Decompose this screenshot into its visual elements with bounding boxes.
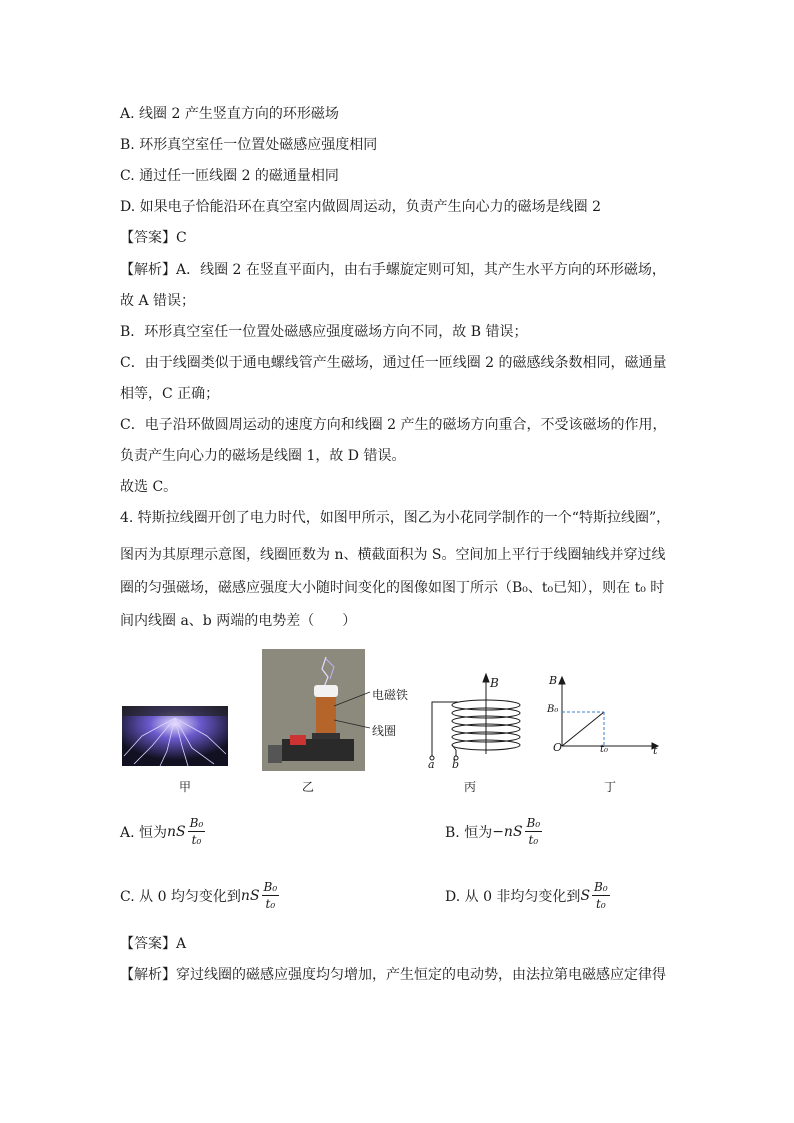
q4-stem-line: 圈的匀强磁场，磁感应强度大小随时间变化的图像如图丁所示（B₀、t₀已知），则在 t₀ 时 xyxy=(120,580,665,596)
q4-option-a xyxy=(120,815,207,848)
q4-answer: 【答案】A xyxy=(120,936,187,952)
graph-t-axis-label: t xyxy=(653,744,658,757)
figure-jia-plasma-photo xyxy=(122,706,228,766)
q3-analysis-line: 故 A 错误； xyxy=(120,293,196,309)
q4-analysis: 【解析】穿过线圈的磁感应强度均匀增加，产生恒定的电动势，由法拉第电磁感应定律得 xyxy=(120,967,666,983)
fraction-b0-over-t0: $\frac{\text{B₀}}{\text{t₀}}$ xyxy=(526,816,541,847)
caption-jia: 甲 xyxy=(178,780,191,794)
label-electromagnet: 电磁铁 xyxy=(372,688,409,702)
q4-stem-line: 间内线圈 a、b 两端的电势差（ ） xyxy=(120,613,357,629)
option-d-expr: S xyxy=(580,887,591,904)
option-a-prefix: A. 恒为 xyxy=(120,824,168,841)
terminal-b-label: b xyxy=(452,758,460,771)
graph-b0-label: B₀ xyxy=(547,704,559,715)
caption-ding: 丁 xyxy=(603,780,616,794)
q3-analysis-line: C．电子沿环做圆周运动的速度方向和线圈 2 产生的磁场方向重合，不受该磁场的作用， xyxy=(120,417,667,433)
q3-option-a: A. 线圈 2 产生竖直方向的环形磁场 xyxy=(120,106,339,122)
caption-bing: 丙 xyxy=(463,780,476,794)
q3-option-c: C. 通过任一匝线圈 2 的磁通量相同 xyxy=(120,168,339,184)
fraction-b0-over-t0: $\frac{\text{B₀}}{\text{t₀}}$ xyxy=(189,816,204,847)
figure-ding-bt-graph xyxy=(552,674,662,754)
q3-analysis-line: B．环形真空室任一位置处磁感应强度磁场方向不同，故 B 错误； xyxy=(120,324,528,340)
q4-option-d xyxy=(445,879,612,912)
graph-b-axis-label: B xyxy=(549,674,558,687)
figure-bing-coil-schematic xyxy=(422,672,530,772)
q4-option-b xyxy=(445,815,544,848)
label-coil: 线圈 xyxy=(372,724,397,738)
option-c-expr: nS xyxy=(240,887,260,904)
q4-stem-line: 4. 特斯拉线圈开创了电力时代，如图甲所示，图乙为小花同学制作的一个“特斯拉线圈”， xyxy=(120,510,671,526)
option-b-prefix: B. 恒为 xyxy=(445,824,493,841)
q3-analysis-line: 【解析】A．线圈 2 在竖直平面内，由右手螺旋定则可知，其产生水平方向的环形磁场， xyxy=(120,262,666,278)
q3-option-b: B. 环形真空室任一位置处磁感应强度相同 xyxy=(120,137,378,153)
callout-lines xyxy=(334,688,374,732)
terminal-a-label: a xyxy=(428,758,435,771)
q3-option-d: D. 如果电子恰能沿环在真空室内做圆周运动，负责产生向心力的磁场是线圈 2 xyxy=(120,199,601,215)
q3-answer: 【答案】C xyxy=(120,230,187,246)
q3-conclusion: 故选 C。 xyxy=(120,479,178,495)
q4-stem-line: 图丙为其原理示意图，线圈匝数为 n、横截面积为 S。空间加上平行于线圈轴线并穿过线 xyxy=(120,547,666,563)
graph-t0-label: t₀ xyxy=(600,744,609,755)
caption-yi: 乙 xyxy=(301,780,314,794)
label-b-field: B xyxy=(490,676,499,690)
fraction-b0-over-t0: $\frac{\text{B₀}}{\text{t₀}}$ xyxy=(594,880,608,911)
option-d-prefix: D. 从 0 非均匀变化到 xyxy=(445,888,581,905)
option-b-expr: −nS xyxy=(492,823,523,840)
fraction-b0-over-t0: $\frac{\text{B₀}}{\text{t₀}}$ xyxy=(263,880,278,911)
q3-analysis-line: C．由于线圈类似于通电螺线管产生磁场，通过任一匝线圈 2 的磁感线条数相同，磁通量 xyxy=(120,355,667,371)
q3-analysis-line: 负责产生向心力的磁场是线圈 1，故 D 错误。 xyxy=(120,448,406,464)
option-a-expr: nS xyxy=(167,823,186,840)
option-c-prefix: C. 从 0 均匀变化到 xyxy=(120,888,241,905)
q3-analysis-line: 相等，C 正确； xyxy=(120,386,220,402)
graph-origin-label: O xyxy=(553,741,563,754)
q4-option-c xyxy=(120,879,281,912)
